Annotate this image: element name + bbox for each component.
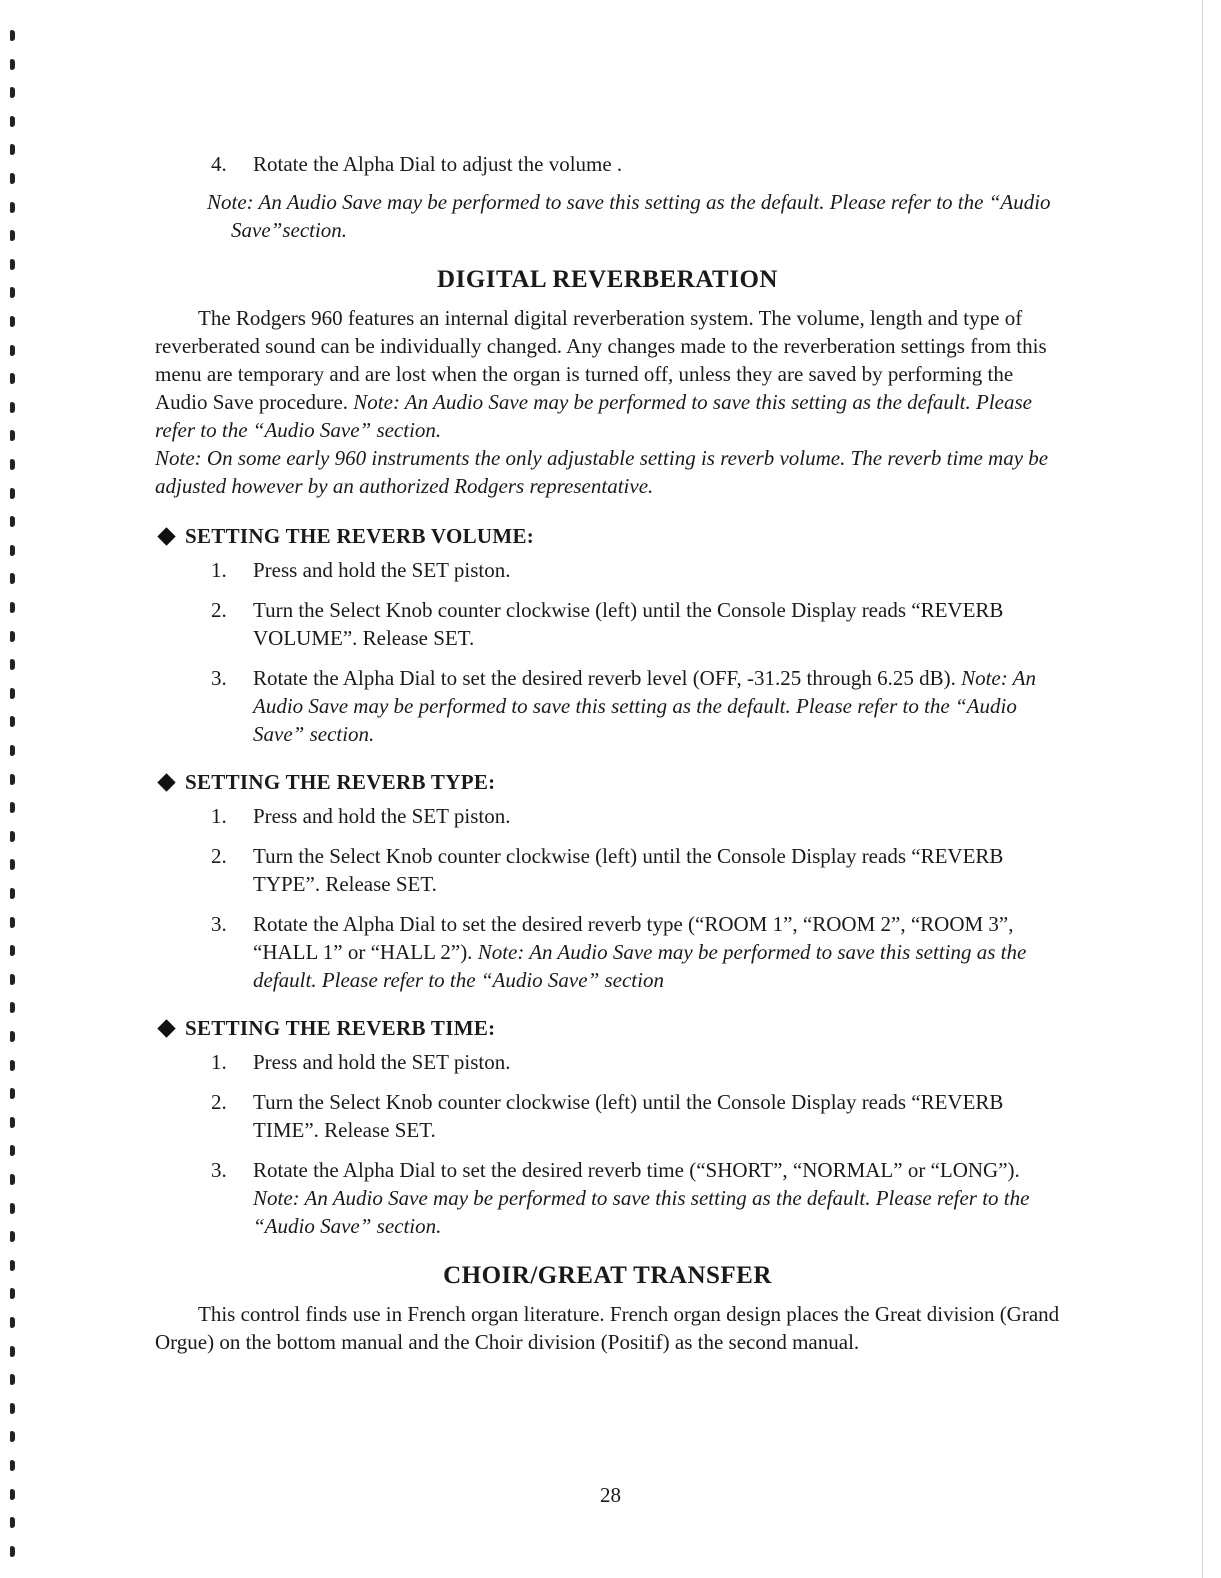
binding-hole xyxy=(10,1002,15,1013)
binding-hole xyxy=(10,116,15,127)
list-item xyxy=(155,664,1060,748)
page-number: 28 xyxy=(600,1483,621,1507)
binding-hole xyxy=(10,430,15,441)
diamond-bullet-icon xyxy=(157,527,175,545)
binding-hole xyxy=(10,202,15,213)
binding-hole xyxy=(10,1088,15,1099)
binding-hole xyxy=(10,287,15,298)
list-item xyxy=(155,1088,1060,1144)
step-text: Turn the Select Knob counter clockwise (left) until the Console Display reads “REVERB TIME”. Release SET. xyxy=(253,1090,1004,1142)
binding-hole xyxy=(10,516,15,527)
step-number: 1. xyxy=(211,558,227,582)
step-number: 3. xyxy=(211,1158,227,1182)
step-note: Note: An Audio Save may be performed to save this setting as the default. Please refer to the “Audio Save” section xyxy=(253,940,1027,992)
binding-hole xyxy=(10,1288,15,1299)
step-number: 2. xyxy=(211,1090,227,1114)
list-item xyxy=(155,596,1060,652)
binding-hole xyxy=(10,1317,15,1328)
subheading-text: SETTING THE REVERB TIME: xyxy=(185,1016,496,1040)
subheading-reverb-volume xyxy=(155,522,1060,550)
subheading-reverb-time xyxy=(155,1014,1060,1042)
document-page xyxy=(155,150,1060,1356)
binding-hole xyxy=(10,802,15,813)
binding-hole xyxy=(10,659,15,670)
intro-note: Note: An Audio Save may be performed to save this setting as the default. Please refer to the “Audio Save”section. xyxy=(207,190,1051,242)
subheading-reverb-type xyxy=(155,768,1060,796)
step-text: Press and hold the SET piston. xyxy=(253,804,511,828)
binding-hole xyxy=(10,59,15,70)
section-heading-choir-great-transfer: CHOIR/GREAT TRANSFER xyxy=(443,1262,772,1289)
binding-hole xyxy=(10,573,15,584)
step-text: Rotate the Alpha Dial to set the desired reverb level (OFF, -31.25 through 6.25 dB). xyxy=(253,666,956,690)
binding-hole xyxy=(10,631,15,642)
step-text: Rotate the Alpha Dial to set the desired reverb time (“SHORT”, “NORMAL” or “LONG”). xyxy=(253,1158,1020,1182)
step-number: 2. xyxy=(211,844,227,868)
binding-hole xyxy=(10,1117,15,1128)
choir-great-paragraph: This control finds use in French organ literature. French organ design places the Great division (Grand Orgue) on the bottom manual and the Choir division (Positif) as the second manual. xyxy=(155,1302,1060,1354)
binding-hole xyxy=(10,859,15,870)
binding-hole xyxy=(10,402,15,413)
step-text-container xyxy=(253,910,1060,994)
binding-hole xyxy=(10,1174,15,1185)
reverb-intro-text: The Rodgers 960 features an internal digital reverberation system. The volume, length and type of reverberated sound can be individually changed. Any changes made to the reverberation settings from this menu are temporary and are lost when the organ is turned off, unless they are saved by performing the Audio Save procedure. xyxy=(155,306,1047,414)
spiral-binding xyxy=(0,0,30,1578)
binding-hole xyxy=(10,1374,15,1385)
binding-hole xyxy=(10,974,15,985)
step-text-container xyxy=(253,664,1060,748)
reverb-volume-steps xyxy=(155,556,1060,748)
binding-hole xyxy=(10,688,15,699)
intro-step xyxy=(155,150,1060,178)
binding-hole xyxy=(10,745,15,756)
step-number: 3. xyxy=(211,912,227,936)
list-item xyxy=(155,1156,1060,1240)
binding-hole xyxy=(10,1431,15,1442)
step-number: 2. xyxy=(211,598,227,622)
binding-hole xyxy=(10,1145,15,1156)
step-text: Turn the Select Knob counter clockwise (left) until the Console Display reads “REVERB VOLUME”. Release SET. xyxy=(253,598,1004,650)
step-note: Note: An Audio Save may be performed to save this setting as the default. Please refer to the “Audio Save” section. xyxy=(253,666,1036,746)
step-number: 4. xyxy=(211,152,227,176)
diamond-bullet-icon xyxy=(157,1019,175,1037)
section-heading-digital-reverberation: DIGITAL REVERBERATION xyxy=(437,266,778,293)
page-edge xyxy=(1202,0,1203,1578)
step-number: 3. xyxy=(211,666,227,690)
reverb-early-note-paragraph xyxy=(155,444,1060,500)
binding-hole xyxy=(10,1203,15,1214)
binding-hole xyxy=(10,602,15,613)
binding-hole xyxy=(10,831,15,842)
reverb-intro-paragraph xyxy=(155,304,1060,444)
binding-hole xyxy=(10,1346,15,1357)
binding-hole xyxy=(10,545,15,556)
binding-hole xyxy=(10,30,15,41)
binding-hole xyxy=(10,459,15,470)
list-item xyxy=(155,556,1060,584)
binding-hole xyxy=(10,259,15,270)
binding-hole xyxy=(10,1031,15,1042)
list-item xyxy=(155,910,1060,994)
list-item xyxy=(155,842,1060,898)
step-text: Press and hold the SET piston. xyxy=(253,558,511,582)
binding-hole xyxy=(10,917,15,928)
subheading-text: SETTING THE REVERB TYPE: xyxy=(185,770,496,794)
step-number: 1. xyxy=(211,804,227,828)
binding-hole xyxy=(10,1231,15,1242)
list-item xyxy=(155,1048,1060,1076)
binding-hole xyxy=(10,774,15,785)
step-text: Rotate the Alpha Dial to set the desired reverb type (“ROOM 1”, “ROOM 2”, “ROOM 3”, “HALL 1” or “HALL 2”). xyxy=(253,912,1014,964)
reverb-early-note: Note: On some early 960 instruments the only adjustable setting is reverb volume. The reverb time may be adjusted however by an authorized Rodgers representative. xyxy=(155,446,1049,498)
reverb-type-steps xyxy=(155,802,1060,994)
binding-hole xyxy=(10,230,15,241)
binding-hole xyxy=(10,316,15,327)
binding-hole xyxy=(10,1260,15,1271)
subheading-text: SETTING THE REVERB VOLUME: xyxy=(185,524,535,548)
binding-hole xyxy=(10,1546,15,1557)
step-text-container xyxy=(253,1156,1060,1240)
binding-hole xyxy=(10,345,15,356)
step-note: Note: An Audio Save may be performed to save this setting as the default. Please refer to the “Audio Save” section. xyxy=(253,1186,1030,1238)
step-text: Press and hold the SET piston. xyxy=(253,1050,511,1074)
diamond-bullet-icon xyxy=(157,773,175,791)
step-text: Turn the Select Knob counter clockwise (left) until the Console Display reads “REVERB TYPE”. Release SET. xyxy=(253,844,1004,896)
binding-hole xyxy=(10,1460,15,1471)
step-number: 1. xyxy=(211,1050,227,1074)
reverb-time-steps xyxy=(155,1048,1060,1240)
binding-hole xyxy=(10,1517,15,1528)
list-item xyxy=(155,802,1060,830)
reverb-intro-note: Note: An Audio Save may be performed to save this setting as the default. Please refer to the “Audio Save” section. xyxy=(155,390,1032,442)
binding-hole xyxy=(10,87,15,98)
binding-hole xyxy=(10,945,15,956)
binding-hole xyxy=(10,488,15,499)
binding-hole xyxy=(10,373,15,384)
binding-hole xyxy=(10,144,15,155)
binding-hole xyxy=(10,173,15,184)
binding-hole xyxy=(10,716,15,727)
step-text: Rotate the Alpha Dial to adjust the volume . xyxy=(253,152,623,176)
binding-hole xyxy=(10,1403,15,1414)
binding-hole xyxy=(10,888,15,899)
binding-hole xyxy=(10,1060,15,1071)
